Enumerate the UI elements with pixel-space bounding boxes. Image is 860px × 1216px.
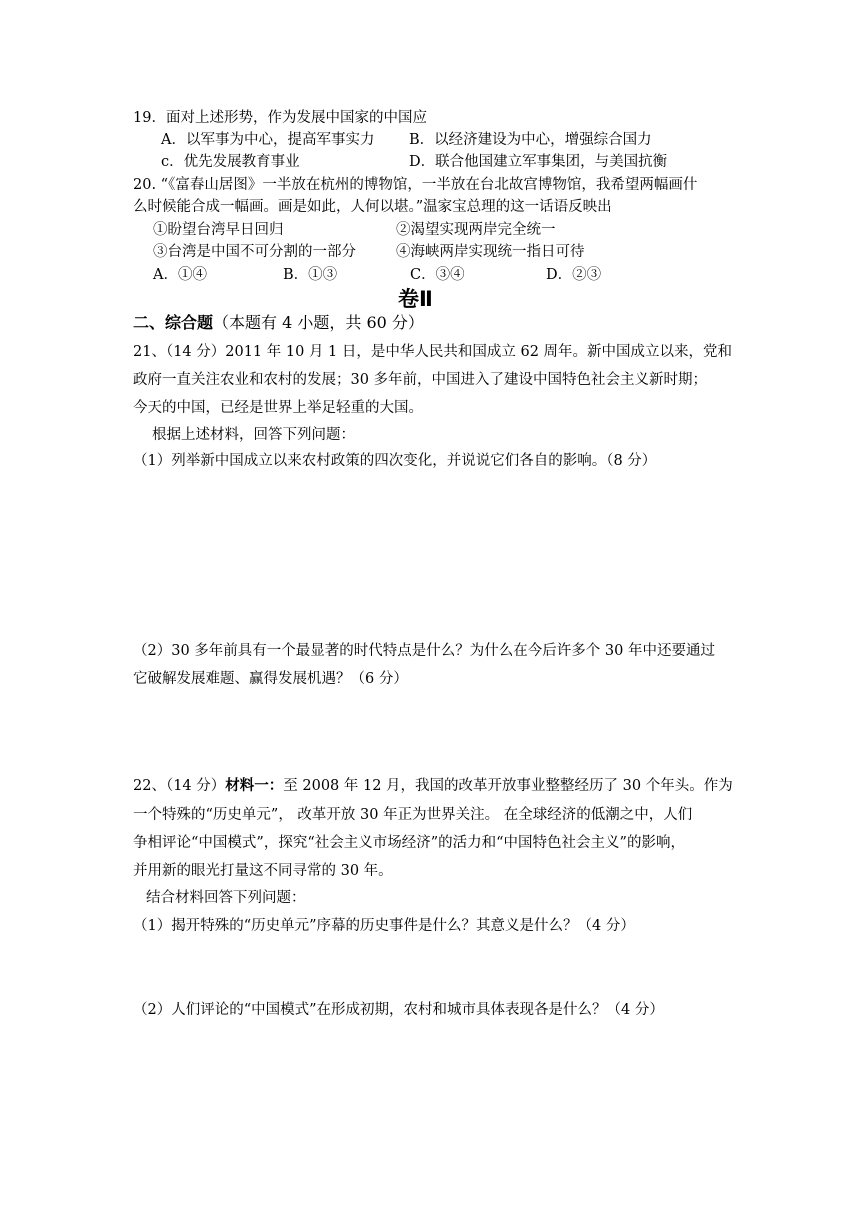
q22-sub2: （2）人们评论的“中国模式”在形成初期，农村和城市具体表现各是什么？（4 分） bbox=[133, 1002, 664, 1018]
q20-statement-4: ④海峡两岸实现统一指日可待 bbox=[396, 244, 585, 260]
q19-stem: 19．面对上述形势，作为发展中国家的中国应 bbox=[133, 110, 427, 126]
section-heading-label: 二、综合题 bbox=[133, 313, 214, 332]
q21-sub2-line2: 它破解发展难题、赢得发展机遇？（6 分） bbox=[133, 671, 408, 687]
q21-line2: 政府一直关注农业和农村的发展；30 多年前，中国进入了建设中国特色社会主义新时期； bbox=[133, 372, 708, 388]
q20-option-d: D．②③ bbox=[546, 267, 602, 283]
q22-lead: 22、（14 分） bbox=[133, 778, 226, 794]
q22-line4: 并用新的眼光打量这不同寻常的 30 年。 bbox=[133, 863, 393, 879]
q22-sub1: （1）揭开特殊的“历史单元”序幕的历史事件是什么？其意义是什么？（4 分） bbox=[133, 918, 635, 934]
section-heading bbox=[133, 313, 424, 333]
q20-stem-line1: 20. “《富春山居图》一半放在杭州的博物馆，一半放在台北故宫博物馆，我希望两幅画什 bbox=[133, 177, 698, 193]
q22-prompt: 结合材料回答下列问题： bbox=[146, 890, 306, 906]
q19-option-a: A．以军事为中心，提高军事实力 bbox=[161, 132, 375, 148]
q21-line1: 21、（14 分）2011 年 10 月 1 日，是中华人民共和国成立 62 周年。新中国成立以来，党和 bbox=[133, 344, 733, 360]
q20-statement-2: ②渴望实现两岸完全统一 bbox=[396, 222, 556, 238]
q19-option-b: B．以经济建设为中心，增强综合国力 bbox=[409, 132, 652, 148]
part2-title: 卷Ⅱ bbox=[398, 287, 433, 311]
q20-stem-line2: 么时候能合成一幅画。画是如此，人何以堪。”温家宝总理的这一话语反映出 bbox=[133, 199, 612, 215]
q22-line1-text: 至 2008 年 12 月，我国的改革开放事业整整经历了 30 个年头。作为 bbox=[283, 778, 733, 794]
section-heading-note: （本题有 4 小题，共 60 分） bbox=[213, 313, 424, 332]
q20-statement-3: ③台湾是中国不可分割的一部分 bbox=[153, 244, 356, 260]
q19-option-d: D．联合他国建立军事集团，与美国抗衡 bbox=[409, 154, 668, 170]
q21-sub1: （1）列举新中国成立以来农村政策的四次变化，并说说它们各自的影响。（8 分） bbox=[133, 453, 657, 469]
q20-option-a: A．①④ bbox=[153, 267, 207, 283]
q19-option-c: c．优先发展教育事业 bbox=[161, 154, 300, 170]
q22-line2: 一个特殊的“历史单元”， 改革开放 30 年正为世界关注。 在全球经济的低潮之中，人们 bbox=[133, 807, 693, 823]
q20-option-b: B．①③ bbox=[283, 267, 338, 283]
q22-line3: 争相评论“中国模式”，探究“社会主义市场经济”的活力和“中国特色社会主义”的影响， bbox=[133, 835, 685, 851]
q21-sub2-line1: （2）30 多年前具有一个最显著的时代特点是什么？为什么在今后许多个 30 年中还要通过 bbox=[133, 643, 715, 659]
q20-statement-1: ①盼望台湾早日回归 bbox=[153, 222, 284, 238]
q21-line3: 今天的中国，已经是世界上举足轻重的大国。 bbox=[133, 400, 423, 416]
q22-material-label: 材料一： bbox=[225, 777, 284, 794]
q21-prompt: 根据上述材料，回答下列问题： bbox=[152, 427, 355, 443]
q22-line1 bbox=[133, 776, 733, 796]
q20-option-c: C．③④ bbox=[410, 267, 465, 283]
